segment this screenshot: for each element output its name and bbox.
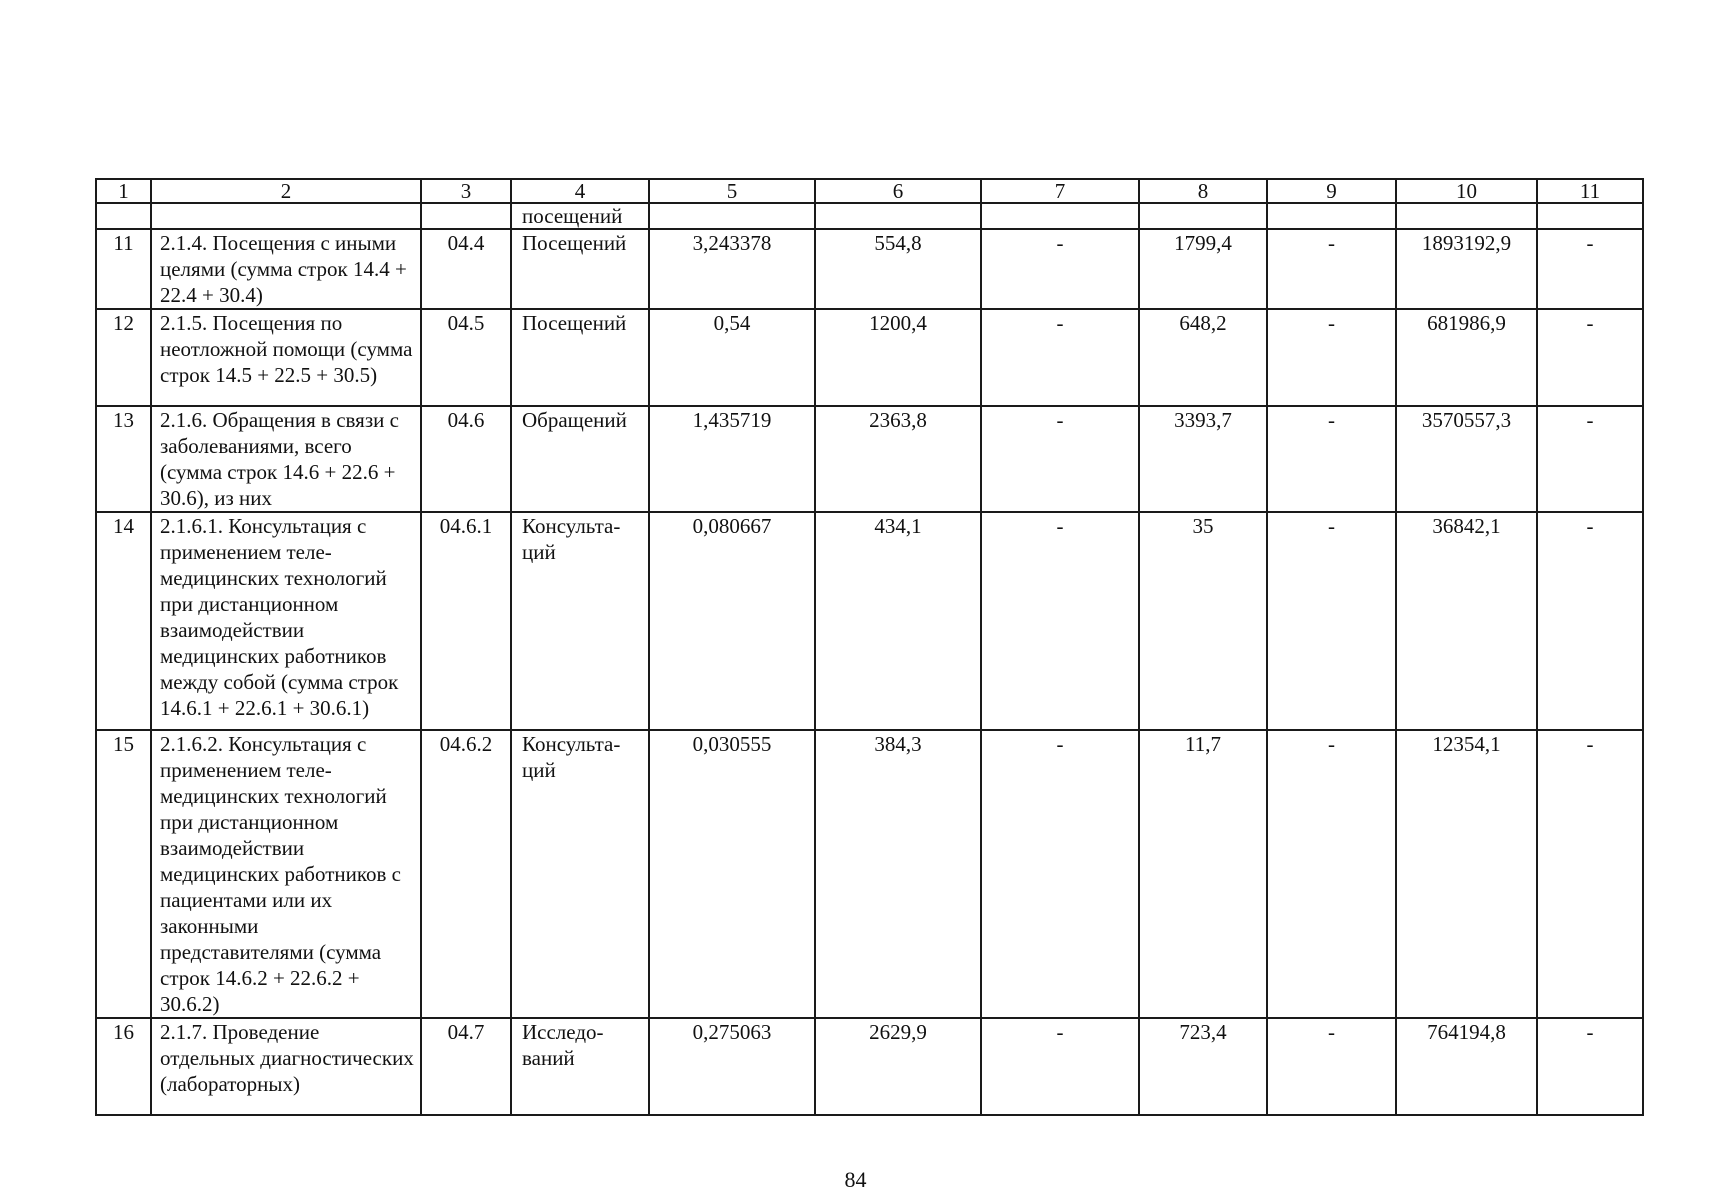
value-cell-col5: 0,54: [649, 309, 815, 406]
value-cell-col10: 3570557,3: [1396, 406, 1537, 512]
value-cell-col9: -: [1267, 1018, 1396, 1115]
row-number-cell: 15: [96, 730, 151, 1018]
table-cell: [1537, 203, 1643, 229]
value-cell-col5: 0,080667: [649, 512, 815, 730]
unit-cell: Посещений: [511, 229, 649, 309]
unit-cell: Посещений: [511, 309, 649, 406]
value-cell-col6: 2363,8: [815, 406, 981, 512]
table-row: [96, 229, 1643, 309]
column-header: 1: [96, 179, 151, 203]
value-cell-col9: -: [1267, 229, 1396, 309]
value-cell-col11: -: [1537, 730, 1643, 1018]
unit-cell: Консульта-ций: [511, 512, 649, 730]
indicator-name-cell: 2.1.4. Посещения с иными целями (сумма строк 14.4 + 22.4 + 30.4): [151, 229, 421, 309]
row-number-cell: 14: [96, 512, 151, 730]
value-cell-col5: 1,435719: [649, 406, 815, 512]
row-number-cell: 16: [96, 1018, 151, 1115]
table-row: [96, 406, 1643, 512]
column-header: 9: [1267, 179, 1396, 203]
value-cell-col10: 12354,1: [1396, 730, 1537, 1018]
value-cell-col8: 723,4: [1139, 1018, 1267, 1115]
indicator-name-cell: 2.1.7. Проведение отдельных диагностических (лабораторных): [151, 1018, 421, 1115]
value-cell-col9: -: [1267, 730, 1396, 1018]
table-row: [96, 730, 1643, 1018]
value-cell-col10: 681986,9: [1396, 309, 1537, 406]
value-cell-col10: 36842,1: [1396, 512, 1537, 730]
row-code-cell: 04.5: [421, 309, 511, 406]
table-cell: [96, 203, 151, 229]
value-cell-col11: -: [1537, 229, 1643, 309]
value-cell-col9: -: [1267, 512, 1396, 730]
table-cell: [151, 203, 421, 229]
unit-cell: Обращений: [511, 406, 649, 512]
value-cell-col11: -: [1537, 309, 1643, 406]
value-cell-col7: -: [981, 309, 1139, 406]
table-cell: [981, 203, 1139, 229]
value-cell-col5: 0,030555: [649, 730, 815, 1018]
table-row: [96, 1018, 1643, 1115]
table-body: [96, 179, 1643, 1115]
row-number-cell: 13: [96, 406, 151, 512]
value-cell-col7: -: [981, 1018, 1139, 1115]
column-header: 10: [1396, 179, 1537, 203]
column-header: 3: [421, 179, 511, 203]
table-cell: [1396, 203, 1537, 229]
value-cell-col6: 434,1: [815, 512, 981, 730]
column-header: 8: [1139, 179, 1267, 203]
value-cell-col11: -: [1537, 512, 1643, 730]
column-header: 7: [981, 179, 1139, 203]
value-cell-col6: 2629,9: [815, 1018, 981, 1115]
value-cell-col9: -: [1267, 406, 1396, 512]
value-cell-col10: 1893192,9: [1396, 229, 1537, 309]
table-row: [96, 512, 1643, 730]
row-code-cell: 04.4: [421, 229, 511, 309]
value-cell-col8: 11,7: [1139, 730, 1267, 1018]
value-cell-col9: -: [1267, 309, 1396, 406]
page-number: 84: [844, 1167, 867, 1192]
value-cell-col7: -: [981, 406, 1139, 512]
table-cell: [1267, 203, 1396, 229]
column-header: 6: [815, 179, 981, 203]
indicator-name-cell: 2.1.6. Обращения в связи с заболеваниями, всего (сумма строк 14.6 + 22.6 + 30.6), из них: [151, 406, 421, 512]
unit-cell: Консульта-ций: [511, 730, 649, 1018]
value-cell-col7: -: [981, 730, 1139, 1018]
row-code-cell: 04.7: [421, 1018, 511, 1115]
value-cell-col6: 554,8: [815, 229, 981, 309]
value-cell-col6: 384,3: [815, 730, 981, 1018]
value-cell-col8: 1799,4: [1139, 229, 1267, 309]
row-code-cell: 04.6.2: [421, 730, 511, 1018]
value-cell-col7: -: [981, 512, 1139, 730]
row-code-cell: 04.6: [421, 406, 511, 512]
column-header: 11: [1537, 179, 1643, 203]
table-cell: [421, 203, 511, 229]
column-header: 2: [151, 179, 421, 203]
row-number-cell: 12: [96, 309, 151, 406]
value-cell-col8: 35: [1139, 512, 1267, 730]
value-cell-col5: 3,243378: [649, 229, 815, 309]
value-cell-col5: 0,275063: [649, 1018, 815, 1115]
value-cell-col10: 764194,8: [1396, 1018, 1537, 1115]
indicator-name-cell: 2.1.6.2. Консультация с применением теле-медицинских технологий при дистанционном взаимодействии медицинских работников с пациентами или их законными представителями (сумма строк 14.6.2 + 22.6.2 + 30.6.2): [151, 730, 421, 1018]
value-cell-col7: -: [981, 229, 1139, 309]
column-header: 4: [511, 179, 649, 203]
column-number-row: [96, 179, 1643, 203]
indicator-name-cell: 2.1.5. Посещения по неотложной помощи (сумма строк 14.5 + 22.5 + 30.5): [151, 309, 421, 406]
value-cell-col8: 648,2: [1139, 309, 1267, 406]
row-code-cell: 04.6.1: [421, 512, 511, 730]
column-header: 5: [649, 179, 815, 203]
continuation-unit-cell: посещений: [511, 203, 649, 229]
continuation-row: [96, 203, 1643, 229]
value-cell-col11: -: [1537, 1018, 1643, 1115]
table-cell: [815, 203, 981, 229]
indicator-name-cell: 2.1.6.1. Консультация с применением теле-медицинских технологий при дистанционном взаимодействии медицинских работников между собой (сумма строк 14.6.1 + 22.6.1 + 30.6.1): [151, 512, 421, 730]
table-row: [96, 309, 1643, 406]
row-number-cell: 11: [96, 229, 151, 309]
table-cell: [1139, 203, 1267, 229]
data-table: [95, 178, 1644, 1116]
value-cell-col8: 3393,7: [1139, 406, 1267, 512]
table-cell: [649, 203, 815, 229]
value-cell-col11: -: [1537, 406, 1643, 512]
unit-cell: Исследо-ваний: [511, 1018, 649, 1115]
value-cell-col6: 1200,4: [815, 309, 981, 406]
